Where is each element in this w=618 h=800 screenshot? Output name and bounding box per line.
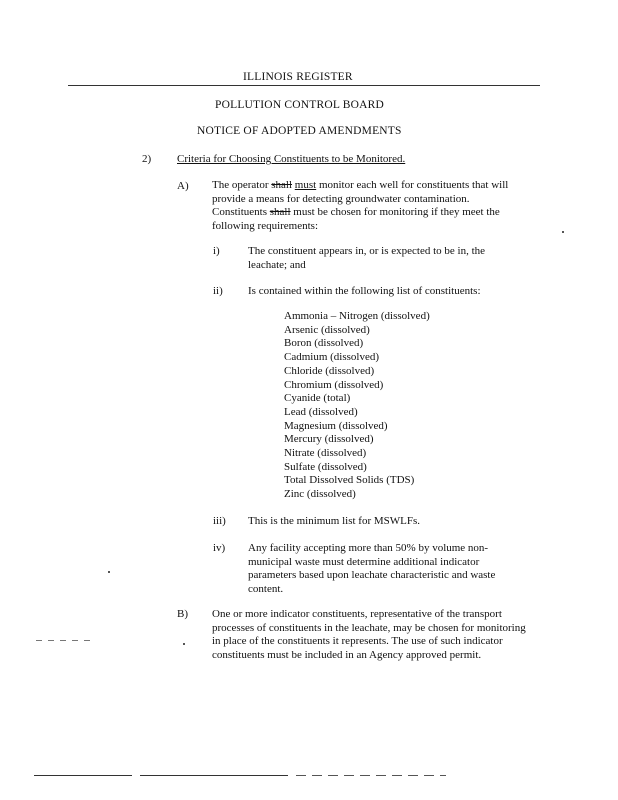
item-b-label: B) <box>177 608 188 620</box>
scan-speck <box>183 643 185 645</box>
constituent-item: Cyanide (total) <box>284 392 351 405</box>
item-a-p2-pre: Constituents <box>212 206 270 218</box>
constituent-item: Chloride (dissolved) <box>284 364 375 377</box>
scan-speck <box>562 231 564 233</box>
constituent-item: Nitrate (dissolved) <box>284 447 367 460</box>
constituent-item: Sulfate (dissolved) <box>284 460 367 473</box>
item-a-p2-deleted: shall <box>269 206 291 218</box>
constituent-list <box>284 310 430 502</box>
subitem-iii-label: iii) <box>213 515 226 527</box>
item-a-p1-post: monitor each well for constituents that will provide a means for detecting groundwater contamination. <box>212 179 509 205</box>
constituent-item: Zinc (dissolved) <box>284 488 356 501</box>
notice-title: NOTICE OF ADOPTED AMENDMENTS <box>197 125 402 137</box>
item-a-label: A) <box>177 180 189 192</box>
item-b-text: One or more indicator constituents, representative of the transport processes of constituents in the leachate, may be chosen for monitoring in place of the constituents it represents. The use of such indicator constituents must be included in an Agency approved permit. <box>212 608 526 661</box>
subitem-i-label: i) <box>213 245 220 257</box>
register-title: ILLINOIS REGISTER <box>243 71 353 83</box>
item-a-paragraph-1 <box>212 179 542 206</box>
footer-rule-right <box>140 775 288 776</box>
constituent-item: Ammonia – Nitrogen (dissolved) <box>284 310 430 322</box>
constituent-item: Total Dissolved Solids (TDS) <box>284 474 415 487</box>
subitem-i-text: The constituent appears in, or is expected to be in, the leachate; and <box>248 245 486 271</box>
item-a-p1-pre: The operator <box>212 179 272 191</box>
constituent-item: Chromium (dissolved) <box>284 378 384 391</box>
board-title: POLLUTION CONTROL BOARD <box>215 99 385 111</box>
item-a-p2-post: must be chosen for monitoring if they meet the following requirements: <box>212 206 500 232</box>
constituent-item: Boron (dissolved) <box>284 337 364 350</box>
scan-speck <box>36 640 96 641</box>
constituent-item: Cadmium (dissolved) <box>284 351 380 364</box>
scan-speck <box>108 571 110 573</box>
subitem-iv-label: iv) <box>213 542 226 554</box>
subitem-ii-text: Is contained within the following list of constituents: <box>248 285 481 297</box>
subitem-ii-label: ii) <box>213 285 223 297</box>
constituent-item: Lead (dissolved) <box>284 405 358 418</box>
constituent-item: Mercury (dissolved) <box>284 433 374 446</box>
item-a-p1-inserted: must <box>294 179 317 191</box>
constituent-item: Magnesium (dissolved) <box>284 419 388 432</box>
section-title <box>177 153 405 167</box>
section-number: 2) <box>142 153 152 165</box>
item-a-p1-deleted: shall <box>271 179 293 191</box>
header-rule <box>68 85 540 86</box>
constituent-item: Arsenic (dissolved) <box>284 323 370 336</box>
section-title-text: Criteria for Choosing Constituents to be Monitored. <box>177 153 406 165</box>
footer-rule-dashes <box>296 775 446 776</box>
subitem-iii-text: This is the minimum list for MSWLFs. <box>248 515 421 527</box>
item-a-paragraph-2 <box>212 206 542 233</box>
subitem-iv-text: Any facility accepting more than 50% by volume non-municipal waste must determine additional indicator parameters based upon leachate characteristic and waste content. <box>248 542 496 595</box>
footer-rule-left <box>34 775 132 776</box>
